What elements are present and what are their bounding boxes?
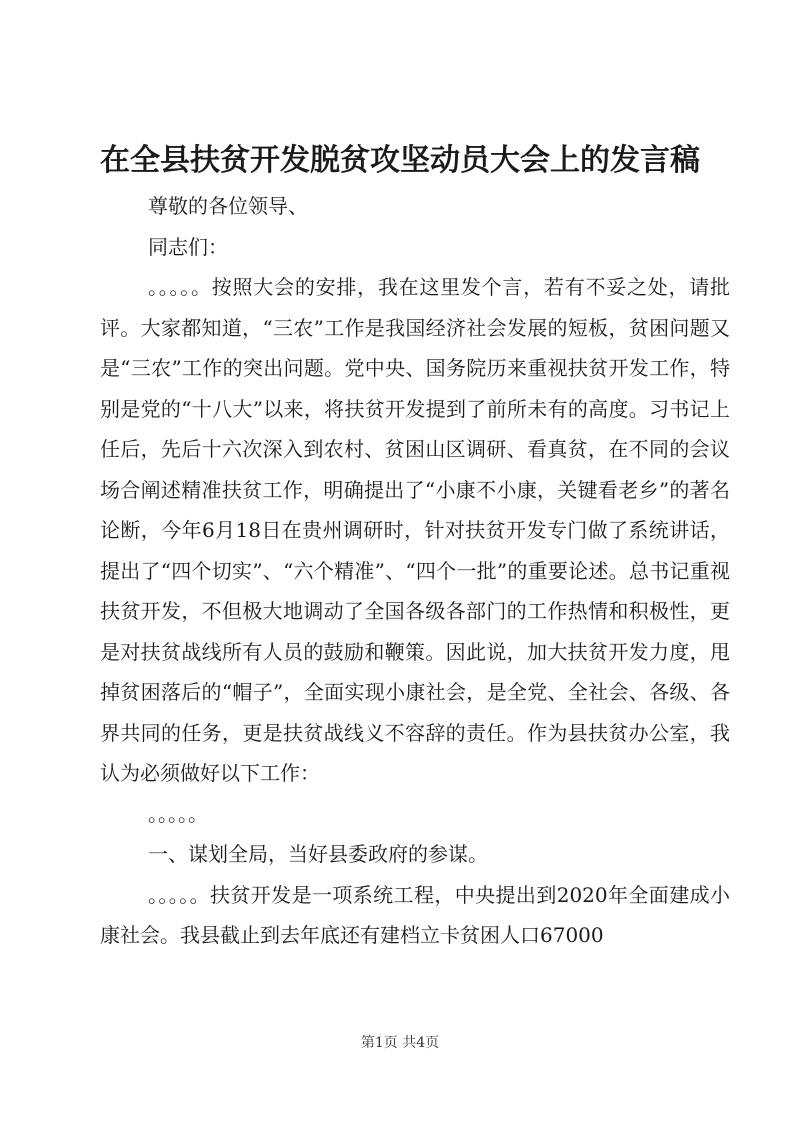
paragraph-intro: 。。。。。按照大会的安排，我在这里发个言，若有不妥之处，请批评。大家都知道，“三农”工作是我国经济社会发展的短板，贫困问题又是“三农”工作的突出问题。党中央、国务院历来重视扶贫开发工作，特别是党的“十八大”以来，将扶贫开发提到了前所未有的高度。习书记上任后，先后十六次深入到农村、贫困山区调研、看真贫，在不同的会议场合阐述精准扶贫工作，明确提出了“小康不小康，关键看老乡”的著名论断，今年6月18日在贵州调研时，针对扶贫开发专门做了系统讲话，提出了“四个切实”、“六个精准”、“四个一批”的重要论述。总书记重视扶贫开发，不但极大地调动了全国各级各部门的工作热情和积极性，更是对扶贫战线所有人员的鼓励和鞭策。因此说，加大扶贫开发力度，甩掉贫困落后的“帽子”，全面实现小康社会，是全党、全社会、各级、各界共同的任务，更是扶贫战线义不容辞的责任。作为县扶贫办公室，我认为必须做好以下工作：	[100, 275, 730, 785]
salutation-line-1: 尊敬的各位领导、	[148, 194, 308, 218]
section-heading-1: 一、谋划全局，当好县委政府的参谋。	[148, 842, 488, 866]
document-title: 在全县扶贫开发脱贫攻坚动员大会上的发言稿	[100, 143, 700, 178]
paragraph-ellipsis: 。。。。。	[148, 801, 208, 826]
salutation-line-2: 同志们：	[148, 234, 228, 259]
document-body	[100, 186, 730, 956]
paragraph-section-1: 。。。。。扶贫开发是一项系统工程，中央提出到2020年全面建成小康社会。我县截止到去年底还有建档立卡贫困人口67000	[100, 882, 730, 947]
page-footer: 第1页 共4页	[360, 1035, 440, 1051]
